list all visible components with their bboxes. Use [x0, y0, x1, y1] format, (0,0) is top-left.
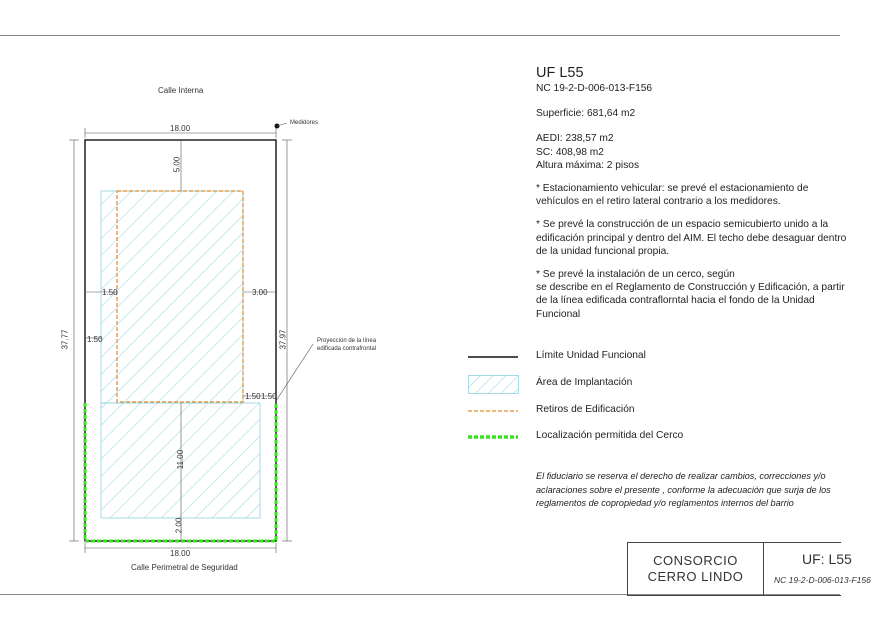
lot-sc: SC: 408,98 m2 — [536, 146, 604, 158]
title-block-uf: UF: L55 — [802, 551, 852, 567]
dim-rear-setback-a: 1.50 — [245, 392, 261, 401]
dim-rear-setback-b: 1.50 — [261, 392, 277, 401]
disclaimer-text: El fiduciario se reserva el derecho de realizar cambios, correcciones y/o aclaraciones sobre el presente , conforme la adecuación que surja de los reglamentos de copropiedad y/o reglamentos internos del barrio — [536, 471, 831, 508]
dim-right-setback: 3.00 — [252, 288, 268, 297]
dim-left-setback-lower: 1.50 — [87, 335, 103, 344]
lot-title: UF L55 — [536, 65, 584, 81]
company-name — [628, 553, 763, 585]
legend-label-implantation: Área de Implantación — [536, 377, 633, 388]
title-block-divider — [763, 543, 764, 595]
street-top-label: Calle Interna — [158, 86, 204, 95]
legend-label-fence: Localización permitida del Cerco — [536, 430, 684, 441]
projection-label-line2: edificada contrafrontal — [317, 346, 377, 352]
dim-top-width: 18.00 — [170, 124, 191, 133]
legend-item-fence — [468, 428, 840, 446]
dim-left-setback-upper: 1.50 — [102, 288, 118, 297]
note-semicovered-3: de la unidad funcional propia. — [536, 245, 670, 257]
dim-bottom-width: 18.00 — [170, 549, 191, 558]
legend-item-boundary — [468, 348, 840, 366]
dim-rear-gap: 2.00 — [174, 517, 184, 534]
legend-dashed-line-icon — [468, 402, 520, 420]
lot-max-height: Altura máxima: 2 pisos — [536, 159, 640, 171]
dim-rear-zone: 11.00 — [176, 449, 186, 470]
street-bottom-label: Calle Perimetral de Seguridad — [131, 563, 238, 572]
title-block-nc: NC 19-2-D-006-013-F156 — [774, 575, 871, 585]
note-parking-2: vehículos en el retiro lateral contrario a los medidores. — [536, 196, 781, 208]
implantation-area-upper — [101, 191, 243, 403]
dim-front-setback: 5.00 — [172, 156, 182, 173]
legend-label-setback: Retiros de Edificación — [536, 404, 635, 415]
legend-item-setback — [468, 402, 840, 420]
note-semicovered-2: edificación principal y dentro del AIM. El techo debe desaguar dentro — [536, 232, 847, 244]
lot-area: Superficie: 681,64 m2 — [536, 108, 636, 120]
dim-right-depth: 37.97 — [278, 329, 288, 350]
note-semicovered-1: * Se prevé la construcción de un espacio semicubierto unido a la — [536, 219, 829, 231]
legend-hatch-icon — [468, 375, 520, 395]
lot-info-panel — [536, 64, 847, 321]
note-fence-4: Funcional — [536, 308, 581, 320]
legend-label-boundary: Límite Unidad Funcional — [536, 350, 646, 361]
note-fence-2: se describe en el Reglamento de Construcción y Edificación, a partir — [536, 282, 845, 294]
meters-label: Medidores — [290, 120, 319, 126]
projection-label-line1: Proyección de la línea — [317, 338, 377, 344]
note-parking-1: * Estacionamiento vehicular: se prevé el estacionamiento de — [536, 183, 809, 195]
legend-item-implantation — [468, 375, 840, 393]
note-fence-1: * Se prevé la instalación de un cerco, según — [536, 269, 735, 281]
company-name-line1: CONSORCIO — [653, 553, 738, 568]
lot-nc: NC 19-2-D-006-013-F156 — [536, 83, 653, 94]
dim-left-depth: 37.77 — [60, 329, 70, 350]
note-fence-3: de la línea edificada contraflorntal hacia el fondo de la Unidad — [536, 295, 815, 307]
company-name-line2: CERRO LINDO — [647, 569, 744, 584]
legend-solid-line-icon — [468, 348, 520, 366]
legend-thick-dashed-line-icon — [468, 428, 520, 446]
lot-aedi: AEDI: 238,57 m2 — [536, 133, 614, 145]
title-block — [627, 542, 871, 596]
